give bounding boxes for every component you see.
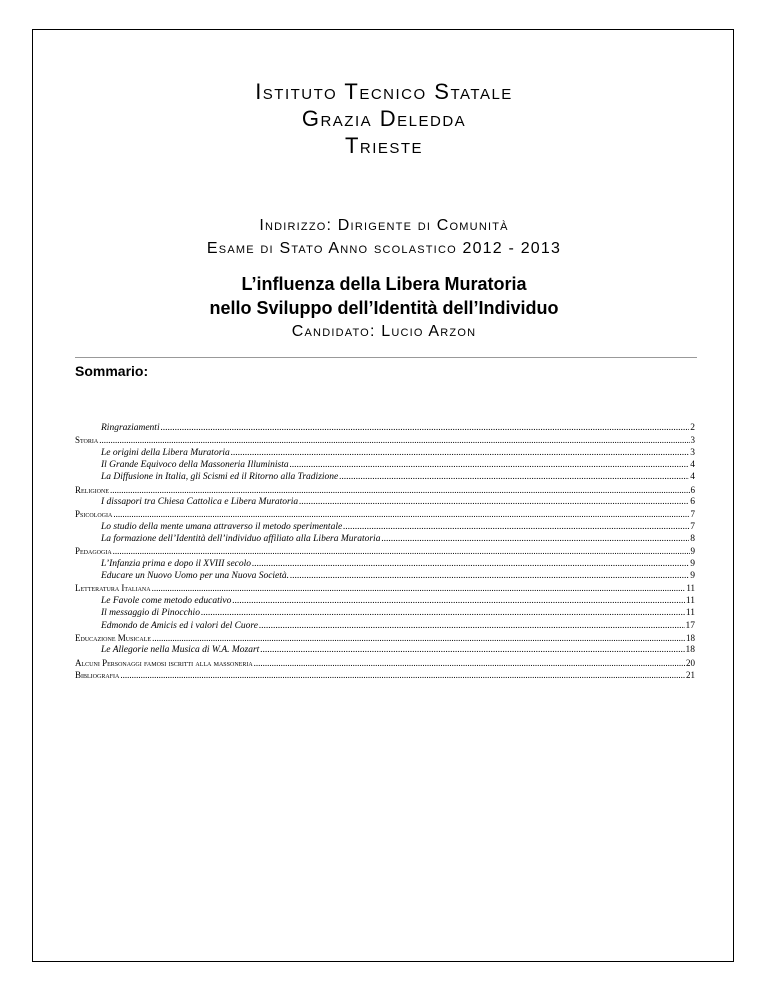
- toc-entry-page: 9: [690, 558, 695, 569]
- toc-entry[interactable]: [75, 620, 695, 632]
- school-name: Istituto Tecnico Statale: [255, 79, 513, 104]
- toc-entry-title: Le Allegorie nella Musica di W.A. Mozart: [101, 645, 260, 656]
- toc-entry[interactable]: [75, 558, 695, 570]
- toc-entry[interactable]: [75, 607, 695, 619]
- toc-dot-leader: [339, 471, 689, 483]
- toc-entry-page: 9: [690, 546, 695, 557]
- toc-entry-title: Lo studio della mente umana attraverso il metodo sperimentale: [101, 521, 343, 532]
- toc-entry[interactable]: [75, 447, 695, 459]
- toc-entry[interactable]: [75, 471, 695, 483]
- toc-entry[interactable]: [75, 521, 695, 533]
- toc-entry-page: 17: [685, 620, 695, 631]
- toc-entry-page: 18: [685, 645, 695, 656]
- toc-entry-page: 3: [690, 447, 695, 458]
- toc-entry-page: 11: [685, 608, 695, 619]
- toc-dot-leader: [201, 607, 685, 619]
- toc-dot-leader: [232, 595, 685, 607]
- toc-entry-title: La formazione dell’Identità dell’individuo affiliato alla Libera Muratoria: [101, 534, 381, 545]
- toc-dot-leader: [113, 545, 690, 557]
- toc-dot-leader: [290, 459, 690, 471]
- candidate-name: Candidato: Lucio Arzon: [291, 323, 477, 340]
- toc-entry-title: Religione: [75, 484, 109, 495]
- toc-dot-leader: [299, 496, 689, 508]
- course-address: Indirizzo: Dirigente di Comunità: [259, 217, 509, 234]
- toc-dot-leader: [110, 484, 690, 496]
- toc-dot-leader: [252, 558, 689, 570]
- thesis-title-line1: L’influenza della Libera Muratoria: [241, 274, 527, 294]
- school-city: Trieste: [344, 133, 424, 158]
- toc-entry[interactable]: [75, 570, 695, 582]
- toc-entry[interactable]: [75, 434, 695, 446]
- toc-entry-page: 21: [686, 669, 695, 680]
- toc-entry-title: Bibliografia: [75, 669, 120, 680]
- thesis-info: [0, 272, 768, 344]
- toc-entry-title: Il messaggio di Pinocchio: [101, 608, 200, 619]
- toc-entry-page: 11: [686, 583, 695, 594]
- course-info: [0, 214, 768, 260]
- toc-dot-leader: [113, 508, 689, 520]
- toc-dot-leader: [120, 669, 685, 681]
- toc-dot-leader: [381, 533, 689, 545]
- toc-entry-title: Educare un Nuovo Uomo per una Nuova Società.: [101, 571, 290, 582]
- toc-entry[interactable]: [75, 595, 695, 607]
- toc-dot-leader: [99, 434, 689, 446]
- table-of-contents: [75, 422, 695, 681]
- toc-entry[interactable]: [75, 459, 695, 471]
- toc-entry-page: 3: [690, 435, 695, 446]
- toc-dot-leader: [161, 422, 690, 434]
- toc-entry-title: Le origini della Libera Muratoria: [101, 447, 230, 458]
- toc-entry-page: 4: [690, 460, 695, 471]
- toc-entry-title: L’Infanzia prima e dopo il XVIII secolo: [101, 558, 252, 569]
- toc-entry-page: 7: [690, 509, 695, 520]
- horizontal-divider: [75, 357, 697, 358]
- toc-entry-title: I dissapori tra Chiesa Cattolica e Libera Muratoria: [101, 497, 299, 508]
- toc-entry-title: Storia: [75, 435, 99, 446]
- toc-entry[interactable]: [75, 496, 695, 508]
- school-dedication: Grazia Deledda: [301, 106, 467, 131]
- toc-entry-page: 6: [690, 497, 695, 508]
- toc-dot-leader: [152, 632, 685, 644]
- thesis-title-line2: nello Sviluppo dell’Identità dell’Individuo: [209, 298, 559, 318]
- toc-entry-title: Il Grande Equivoco della Massoneria Illuminista: [101, 460, 289, 471]
- toc-entry-title: Pedagogia: [75, 546, 112, 557]
- school-header: [0, 78, 768, 159]
- toc-entry[interactable]: [75, 533, 695, 545]
- toc-dot-leader: [290, 570, 689, 582]
- toc-entry-page: 11: [685, 595, 695, 606]
- toc-entry-title: Ringraziamenti: [101, 423, 160, 433]
- toc-entry[interactable]: [75, 669, 695, 681]
- toc-dot-leader: [231, 447, 689, 459]
- toc-entry[interactable]: [75, 484, 695, 496]
- toc-entry-page: 8: [690, 534, 695, 545]
- toc-entry-page: 18: [686, 632, 695, 643]
- toc-entry-page: 9: [690, 571, 695, 582]
- toc-entry[interactable]: [75, 644, 695, 656]
- toc-entry[interactable]: [75, 657, 695, 669]
- toc-entry[interactable]: [75, 508, 695, 520]
- toc-dot-leader: [254, 657, 685, 669]
- toc-entry[interactable]: [75, 632, 695, 644]
- toc-entry-title: Psicologia: [75, 509, 113, 520]
- exam-year: Esame di Stato Anno scolastico 2012 - 2013: [206, 240, 562, 257]
- toc-dot-leader: [343, 521, 689, 533]
- summary-heading: Sommario:: [75, 363, 149, 379]
- toc-entry[interactable]: [75, 582, 695, 594]
- toc-entry-page: 4: [690, 472, 695, 483]
- toc-entry-page: 6: [690, 484, 695, 495]
- toc-entry-title: La Diffusione in Italia, gli Scismi ed il Ritorno alla Tradizione: [101, 472, 339, 483]
- toc-dot-leader: [260, 644, 684, 656]
- toc-entry[interactable]: [75, 545, 695, 557]
- toc-entry-page: 7: [690, 521, 695, 532]
- toc-entry-title: Educazione Musicale: [75, 632, 152, 643]
- toc-entry[interactable]: [75, 422, 695, 434]
- toc-entry-title: Alcuni Personaggi famosi iscritti alla massoneria: [75, 657, 253, 668]
- toc-dot-leader: [259, 620, 685, 632]
- toc-entry-title: Edmondo de Amicis ed i valori del Cuore: [101, 620, 258, 631]
- toc-entry-page: 20: [686, 657, 695, 668]
- toc-entry-title: Le Favole come metodo educativo: [101, 595, 232, 606]
- toc-entry-page: 2: [690, 423, 695, 433]
- toc-dot-leader: [152, 582, 686, 594]
- toc-entry-title: Letteratura Italiana: [75, 583, 151, 594]
